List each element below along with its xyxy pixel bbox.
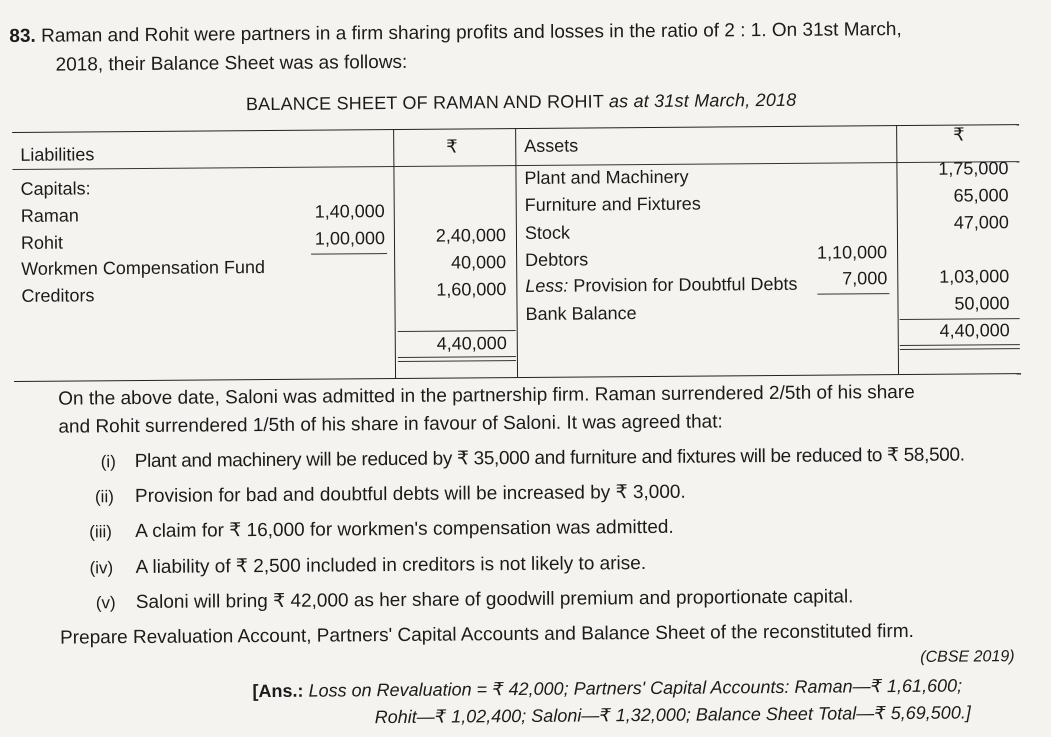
list-item [101, 444, 965, 474]
debtors-label: Debtors [525, 249, 589, 270]
list-item-num: (iii) [89, 522, 112, 542]
list-item-text: Saloni will bring ₹ 42,000 as her share of goodwill premium and proportionate capital. [135, 586, 854, 614]
list-item-text: A claim for ₹ 16,000 for workmen's compensation was admitted. [135, 516, 674, 543]
prepare-instruction: Prepare Revaluation Account, Partners' Capital Accounts and Balance Sheet of the reconstituted firm. [60, 620, 914, 649]
bank-value: 50,000 [954, 293, 1010, 314]
provision-rule [817, 293, 889, 295]
liabilities-total-double-rule-2 [398, 360, 516, 362]
liabilities-total: 4,40,000 [436, 333, 507, 354]
capitals-label: Capitals: [20, 178, 91, 199]
header-liabilities: Liabilities [20, 144, 95, 165]
debtors-value: 1,10,000 [816, 242, 888, 263]
list-item [89, 516, 674, 544]
plant-value: 1,75,000 [938, 158, 1009, 179]
list-item [96, 585, 854, 614]
question-line-2: 2018, their Balance Sheet was as follows: [55, 51, 408, 76]
capitals-total: 2,40,000 [435, 225, 507, 246]
para-line-1: On the above date, Saloni was admitted in the partnership firm. Raman surrendered 2/5th of his share [58, 381, 915, 410]
wcf-value: 40,000 [451, 252, 507, 273]
answer-line-1 [252, 676, 962, 703]
liabilities-total-double-rule-1 [398, 356, 516, 358]
list-item-num: (iv) [89, 558, 114, 578]
stock-label: Stock [524, 222, 571, 243]
furniture-value: 65,000 [953, 185, 1009, 206]
creditors-value: 1,60,000 [436, 279, 507, 300]
question-line-1 [9, 19, 902, 48]
list-item-num: (v) [95, 593, 116, 613]
assets-total-double-rule-1 [900, 344, 1020, 346]
rohit-label: Rohit [20, 232, 64, 253]
wcf-label: Workmen Compensation Fund [21, 257, 266, 279]
header-rupee-right: ₹ [953, 124, 965, 145]
list-item-text: A liability of ₹ 2,500 included in creditors is not likely to arise. [135, 553, 647, 579]
list-item-num: (i) [100, 452, 116, 472]
para-line-2: and Rohit surrendered 1/5th of his share in favour of Saloni. It was agreed that: [58, 411, 723, 438]
provision-row [525, 274, 797, 297]
creditors-label: Creditors [21, 285, 95, 306]
source-cbse: (CBSE 2019) [920, 648, 1015, 666]
less-label: Less: [525, 275, 569, 296]
balance-sheet-title [246, 90, 797, 115]
list-item-text: Provision for bad and doubtful debts will be increased by ₹ 3,000. [134, 481, 686, 508]
list-item [95, 481, 686, 509]
raman-label: Raman [20, 205, 79, 226]
answer-line-2: Rohit—₹ 1,02,400; Saloni—₹ 1,32,000; Balance Sheet Total—₹ 5,69,500.] [374, 702, 971, 728]
question-text-1: Raman and Rohit were partners in a firm sharing profits and losses in the ratio of 2 : 1. On 31st March, [40, 18, 902, 47]
debtors-net-value: 1,03,000 [939, 266, 1010, 287]
provision-value: 7,000 [842, 268, 888, 289]
assets-total-double-rule-2 [900, 348, 1020, 350]
answer-label: [Ans.: [252, 680, 304, 702]
list-item-text: Plant and machinery will be reduced by ₹ 35,000 and furniture and fixtures will be reduced to ₹ 58,500. [134, 444, 965, 473]
title-date: as at 31st March, 2018 [608, 89, 797, 112]
stock-value: 47,000 [953, 212, 1009, 233]
assets-total: 4,40,000 [939, 320, 1010, 341]
rohit-capital: 1,00,000 [314, 228, 386, 249]
raman-capital: 1,40,000 [314, 201, 385, 222]
answer-text-1: Loss on Revaluation = ₹ 42,000; Partners' Capital Accounts: Raman—₹ 1,61,600; [308, 675, 963, 701]
header-assets: Assets [524, 135, 579, 156]
liabilities-total-rule [398, 330, 516, 332]
plant-label: Plant and Machinery [524, 166, 689, 188]
question-number: 83. [9, 25, 36, 47]
provision-label: Provision for Doubtful Debts [573, 273, 798, 296]
list-item [89, 552, 646, 579]
list-item-num: (ii) [94, 487, 114, 507]
bank-label: Bank Balance [525, 303, 637, 324]
header-rupee-left: ₹ [446, 136, 458, 157]
furniture-label: Furniture and Fixtures [524, 193, 701, 215]
capitals-subtotal-rule [311, 253, 387, 255]
title-main: BALANCE SHEET OF RAMAN AND ROHIT [245, 91, 604, 115]
